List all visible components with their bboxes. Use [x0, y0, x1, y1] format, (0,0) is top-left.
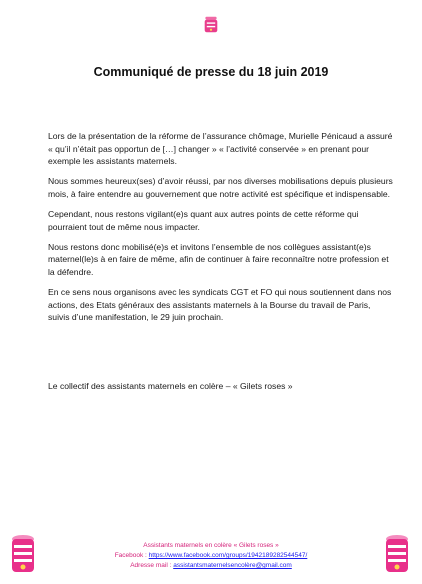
paragraph-5: En ce sens nous organisons avec les syndicats CGT et FO qui nous soutiennent dans nos actions, des Etats généraux des assistants maternels à la Bourse du travail de Paris, suivis d’une manifestation, le 29 juin prochain.	[48, 286, 392, 323]
footer-email	[60, 561, 362, 571]
gilet-rose-logo-icon	[384, 534, 410, 574]
gilet-rose-logo-icon	[10, 534, 36, 574]
facebook-label: Facebook :	[114, 552, 149, 559]
footer	[60, 541, 362, 571]
press-release-body	[48, 130, 394, 331]
signature: Le collectif des assistants maternels en colère – « Gilets roses »	[48, 381, 293, 391]
page-title: Communiqué de presse du 18 juin 2019	[93, 65, 329, 79]
paragraph-4: Nous restons donc mobilisé(e)s et invitons l’ensemble de nos collègues assistant(e)s maternel(le)s à en faire de même, afin de continuer à faire reconnaître notre profession et la défendre.	[48, 241, 389, 277]
footer-facebook	[60, 551, 362, 561]
gilet-rose-logo-icon	[204, 16, 218, 33]
footer-collective-name: Assistants maternels en colère « Gilets roses »	[143, 542, 279, 549]
email-label: Adresse mail :	[130, 562, 174, 569]
paragraph-2: Nous sommes heureux(ses) d’avoir réussi, par nos diverses mobilisations depuis plusieurs mois, à faire entendre au gouvernement que notre activité est spécifique et indispensable.	[48, 176, 393, 199]
facebook-link[interactable]: https://www.facebook.com/groups/1942189282544547/	[148, 552, 308, 559]
paragraph-1: Lors de la présentation de la réforme de l’assurance chômage, Murielle Pénicaud a assuré « qu’il n’était pas opportun de […] changer » « l’activité conservée » en prenant pour exemple les assistants maternels.	[48, 131, 393, 167]
paragraph-3: Cependant, nous restons vigilant(e)s quant aux autres points de cette réforme qui pourraient tout de même nous impacter.	[48, 208, 359, 232]
email-link[interactable]: assistantsmaternelsencolère@gmail.com	[173, 562, 292, 569]
